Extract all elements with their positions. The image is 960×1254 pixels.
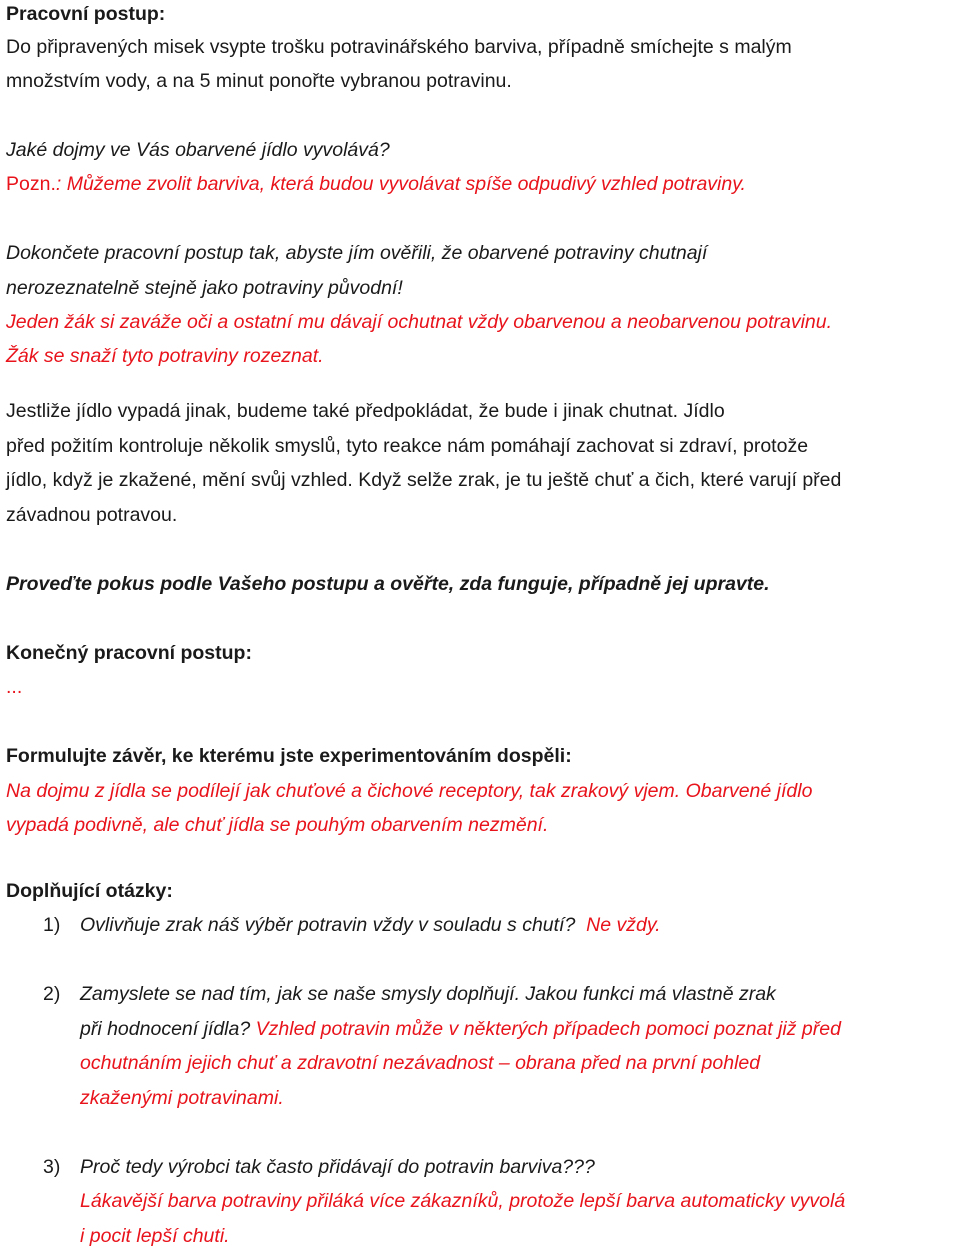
question-1-number: 1) (43, 914, 61, 936)
question-2-answer-start: Vzhled potravin může v některých případech pomoci poznat již před (250, 1018, 841, 1040)
explanation-line-4: závadnou potravou. (6, 504, 178, 526)
impression-question: Jaké dojmy ve Vás obarvené jídlo vyvolává? (6, 139, 390, 161)
final-procedure-placeholder: ... (6, 676, 23, 698)
question-3-answer-line-2: i pocit lepší chuti. (80, 1225, 230, 1247)
question-1 (80, 913, 661, 937)
question-2-number: 2) (43, 983, 61, 1005)
note-text: : Můžeme zvolit barviva, která budou vyvolávat spíše odpudivý vzhled potraviny. (55, 173, 746, 195)
question-3-number: 3) (43, 1156, 61, 1178)
conclusion-heading: Formulujte závěr, ke kterému jste experimentováním dospěli: (6, 745, 572, 767)
procedure-heading: Pracovní postup: (6, 3, 166, 25)
question-2-answer-line-3: ochutnáním jejich chuť a zdravotní nezávadnost – obrana před na první pohled (80, 1052, 761, 1074)
complete-instruction-line-1: Dokončete pracovní postup tak, abyste jím ověřili, že obarvené potraviny chutnají (6, 242, 708, 264)
impression-note (6, 172, 746, 196)
experiment-instruction: Proveďte pokus podle Vašeho postupu a ověřte, zda funguje, případně jej upravte. (6, 573, 770, 595)
question-2-text: při hodnocení jídla? (80, 1018, 251, 1040)
explanation-line-1: Jestliže jídlo vypadá jinak, budeme také předpokládat, že bude i jinak chutnat. Jídlo (6, 400, 725, 422)
question-2-answer-line-4: zkaženými potravinami. (80, 1087, 284, 1109)
procedure-line-2: množstvím vody, a na 5 minut ponořte vybranou potravinu. (6, 70, 512, 92)
conclusion-line-2: vypadá podivně, ale chuť jídla se pouhým obarvením nezmění. (6, 814, 549, 836)
complete-instruction-line-2: nerozeznatelně stejně jako potraviny původní! (6, 277, 403, 299)
final-procedure-heading: Konečný pracovní postup: (6, 642, 252, 664)
question-3-text: Proč tedy výrobci tak často přidávají do potravin barviva??? (80, 1156, 595, 1178)
note-label: Pozn. (6, 173, 56, 195)
complete-answer-line-1: Jeden žák si zaváže oči a ostatní mu dávají ochutnat vždy obarvenou a neobarvenou potravinu. (6, 311, 833, 333)
question-1-text: Ovlivňuje zrak náš výběr potravin vždy v souladu s chutí? (80, 914, 576, 936)
question-1-answer: Ne vždy. (586, 914, 661, 936)
complete-answer-line-2: Žák se snaží tyto potraviny rozeznat. (6, 345, 324, 367)
procedure-line-1: Do připravených misek vsypte trošku potravinářského barviva, případně smíchejte s malým (6, 36, 792, 58)
explanation-line-2: před požitím kontroluje několik smyslů, tyto reakce nám pomáhají zachovat si zdraví, protože (6, 435, 809, 457)
conclusion-line-1: Na dojmu z jídla se podílejí jak chuťové a čichové receptory, tak zrakový vjem. Obarvené jídlo (6, 780, 813, 802)
question-3-answer-line-1: Lákavější barva potraviny přiláká více zákazníků, protože lepší barva automaticky vyvolá (80, 1190, 846, 1212)
question-2-line-1: Zamyslete se nad tím, jak se naše smysly doplňují. Jakou funkci má vlastně zrak (80, 983, 776, 1005)
explanation-line-3: jídlo, když je zkažené, mění svůj vzhled. Když selže zrak, je tu ještě chuť a čich, které varují před (6, 469, 842, 491)
question-2-line-2 (80, 1017, 841, 1041)
questions-heading: Doplňující otázky: (6, 880, 173, 902)
